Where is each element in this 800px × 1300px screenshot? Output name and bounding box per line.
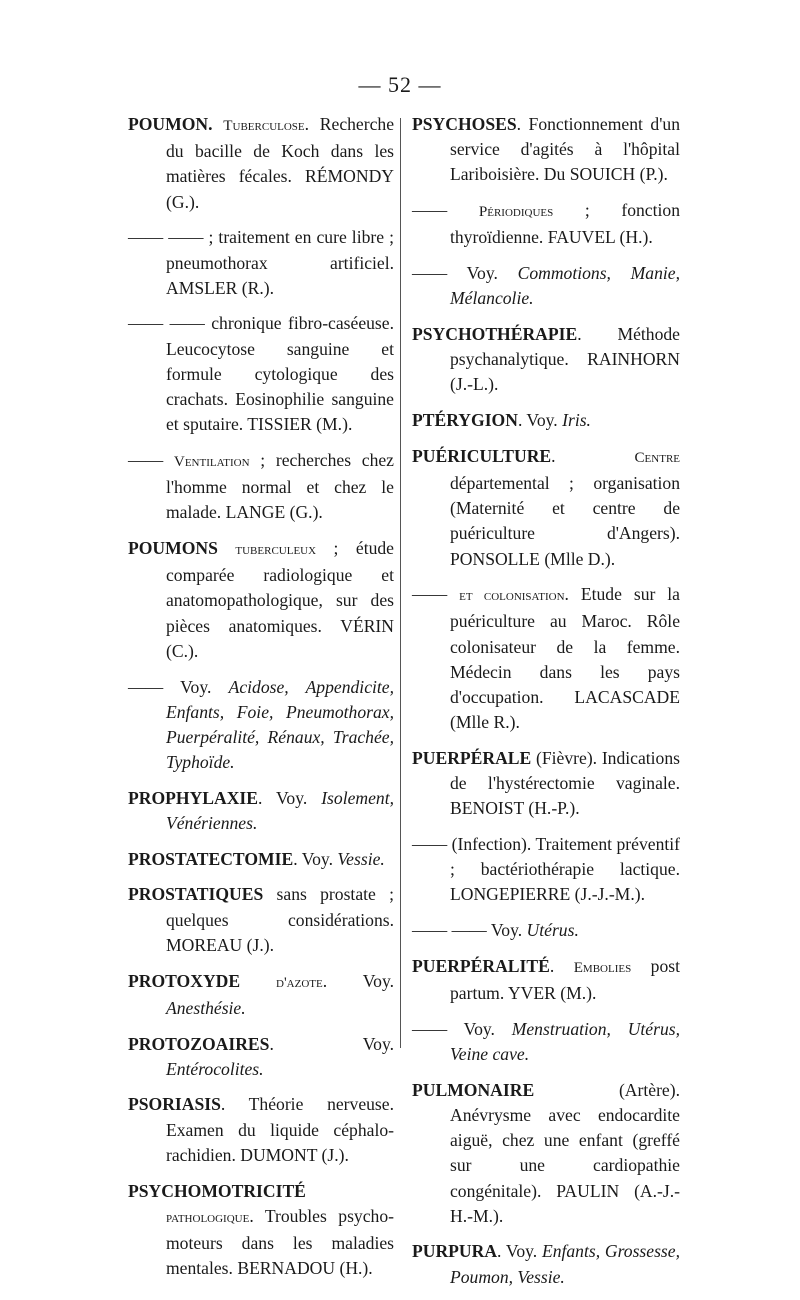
index-entry-psoriasis [128,1092,394,1168]
entry-cross-reference: Anesthésie. [166,997,246,1018]
index-entry-poumon-ventilation [128,448,394,526]
entry-headword: POUMON. [128,114,224,134]
entry-subheading: Ventilation [173,453,250,470]
entry-text: . Théorie nerveuse. Examen du liquide céphalo-rachidien. DUMONT (J.). [166,1094,394,1165]
entry-text: —— —— ; traitement en cure libre ; pneumothorax artificiel. AMSLER (R.). [128,227,394,298]
entry-subheading: et colonisation [459,588,565,605]
index-entry-puerperale-infection [412,832,680,908]
index-entry-psychoses-periodiques [412,198,680,250]
index-entry-puericulture [412,444,680,572]
entry-text: (Fièvre). Indications de l'hystérectomie vaginale. BENOIST (H.-P.). [450,747,680,819]
index-entry-pterygion [412,408,680,433]
entry-headword: PSYCHOTHÉRAPIE [412,323,578,344]
entry-text: . Voy. [322,970,394,991]
entry-headword: PROTOXYDE [128,970,276,991]
entry-text: ; étude comparée radiologique et anatomopathologique, sur des pièces anatomiques. VÉRIN (C.). [166,538,394,661]
entry-text: . Voy. [497,1241,542,1262]
entry-text: —— —— chronique fibro-caséeuse. Leucocytose sanguine et formule cytologique des crachats. Eosinophilie sanguine et sputaire. TISSIER (M.). [128,313,394,435]
entry-headword: PROPHYLAXIE [128,787,259,808]
index-entry-poumons-tuberculeux [128,536,394,664]
entry-headword: PULMONAIRE [412,1079,535,1100]
entry-subheading: pathologique [166,1209,250,1226]
entry-text: . [551,445,635,466]
entry-headword: PTÉRYGION [412,410,518,431]
entry-text: —— Voy. [412,1018,512,1039]
index-entry-puericulture-colonisation [412,582,680,735]
entry-subheading: tuberculeux [235,542,317,559]
entry-cross-reference: Acidose, Appendicite, Enfants, Foie, Pneumothorax, Puerpéralité, Rénaux, Trachée, Typhoïde. [166,676,394,773]
index-entry-psychoses [412,112,680,188]
entry-headword: PUERPÉRALE [412,747,532,768]
entry-text: (Artère). Anévrysme avec endocardite aiguë, chez une enfant (greffé sur une cardiopathie congénitale). PAULIN (A.-J.-H.-M.). [450,1079,680,1226]
index-entry-prostatectomie [128,847,394,872]
index-entry-prostatiques [128,882,394,958]
entry-cross-reference: Utérus. [526,920,579,941]
entry-headword: POUMONS [128,538,236,559]
entry-subheading: Embolies [573,959,632,976]
index-entry-protozoaires [128,1032,394,1082]
index-entry-puerperale-fievre [412,746,680,822]
entry-headword: PROTOZOAIRES [128,1033,270,1054]
entry-text: . Etude sur la puériculture au Maroc. Rôle colonisateur de la femme. Médecin dans les pays d'occupation. LACASCADE (Mlle R.). [450,584,680,733]
index-entry-psychoses-voy [412,261,680,311]
index-column-right [412,112,680,1300]
entry-subheading: Tuberculose [223,118,305,134]
entry-text: . Voy. [258,787,322,808]
entry-text: ; fonction thyroïdienne. FAUVEL (H.). [450,200,680,248]
entry-text: sans prostate ; quelques considérations. MOREAU (J.). [166,884,394,955]
entry-headword: PROSTATIQUES [128,884,264,905]
entry-headword: PUÉRICULTURE [412,445,552,466]
index-entry-protoxyde [128,969,394,1021]
entry-text: —— [412,200,479,221]
entry-cross-reference: Enfants, Grossesse, Poumon, Vessie. [450,1241,680,1287]
entry-text: —— Voy. [412,263,518,284]
entry-text: . Troubles psycho-moteurs dans les maladies mentales. BERNADOU (H.). [166,1205,394,1279]
entry-cross-reference: Iris. [562,410,591,431]
index-entry-puerperalite-voy [412,1017,680,1067]
index-entry-purpura [412,1239,680,1289]
index-entry-pulmonaire [412,1078,680,1229]
entry-headword: PUERPÉRALITÉ [412,955,550,976]
index-entry-puerperale-voy [412,918,680,943]
index-entry-psychotherapie [412,322,680,398]
entry-cross-reference: Isolement, Vénériennes. [166,787,394,834]
entry-cross-reference: Menstruation, Utérus, Veine cave. [450,1018,680,1064]
index-entry-puerperalite [412,954,680,1006]
page-number: — 52 — [358,72,442,97]
index-column-left [128,112,394,1292]
entry-headword: PSORIASIS [128,1094,221,1115]
entry-cross-reference: Vessie. [337,848,385,869]
entry-headword: PSYCHOSES [412,114,517,134]
entry-text: . Recherche du bacille de Koch dans les matières fécales. RÉMONDY (G.). [166,114,395,212]
entry-subheading: Centre [634,449,680,466]
entry-text: —— —— Voy. [412,920,527,941]
entry-text: —— [128,449,174,470]
entry-text: . Méthode psychanalytique. RAINHORN (J.-L.). [450,323,680,395]
entry-text: —— [412,584,460,605]
entry-text: . Fonctionnement d'un service d'agités à l'hôpital Lariboisière. Du SOUICH (P.). [450,114,680,185]
index-entry-prophylaxie [128,786,394,836]
column-divider [400,118,401,1048]
entry-text: post partum. YVER (M.). [450,955,680,1004]
index-entry-poumons-voy [128,675,394,776]
entry-cross-reference: Commotions, Manie, Mélancolie. [450,263,680,309]
entry-text: . Voy. [293,848,338,869]
entry-headword: PROSTATECTOMIE [128,848,294,869]
entry-text: —— (Infection). Traitement préventif ; bactériothérapie lactique. LONGEPIERRE (J.-J.-M.). [412,834,680,905]
index-entry-poumon-chronique [128,311,394,437]
entry-text: —— Voy. [128,676,229,697]
entry-text: . Voy. [517,410,563,431]
entry-headword: PURPURA [412,1241,498,1262]
entry-headword: PSYCHOMOTRICITÉ [128,1180,306,1201]
index-entry-psychomotricite [128,1179,394,1282]
index-entry-poumon-traitement [128,225,394,301]
entry-subheading: d'azote [276,974,323,991]
entry-text: ; recherches chez l'homme normal et chez le malade. LANGE (G.). [166,449,394,523]
entry-text: . [549,955,574,976]
entry-text: . Voy. [269,1033,394,1054]
entry-cross-reference: Entérocolites. [166,1058,264,1079]
entry-text: départemental ; organisation (Maternité et centre de puériculture d'Angers). PONSOLLE (Mlle D.). [450,472,680,569]
entry-subheading: Périodiques [478,204,554,221]
index-entry-poumon-tuberculose [128,112,394,215]
